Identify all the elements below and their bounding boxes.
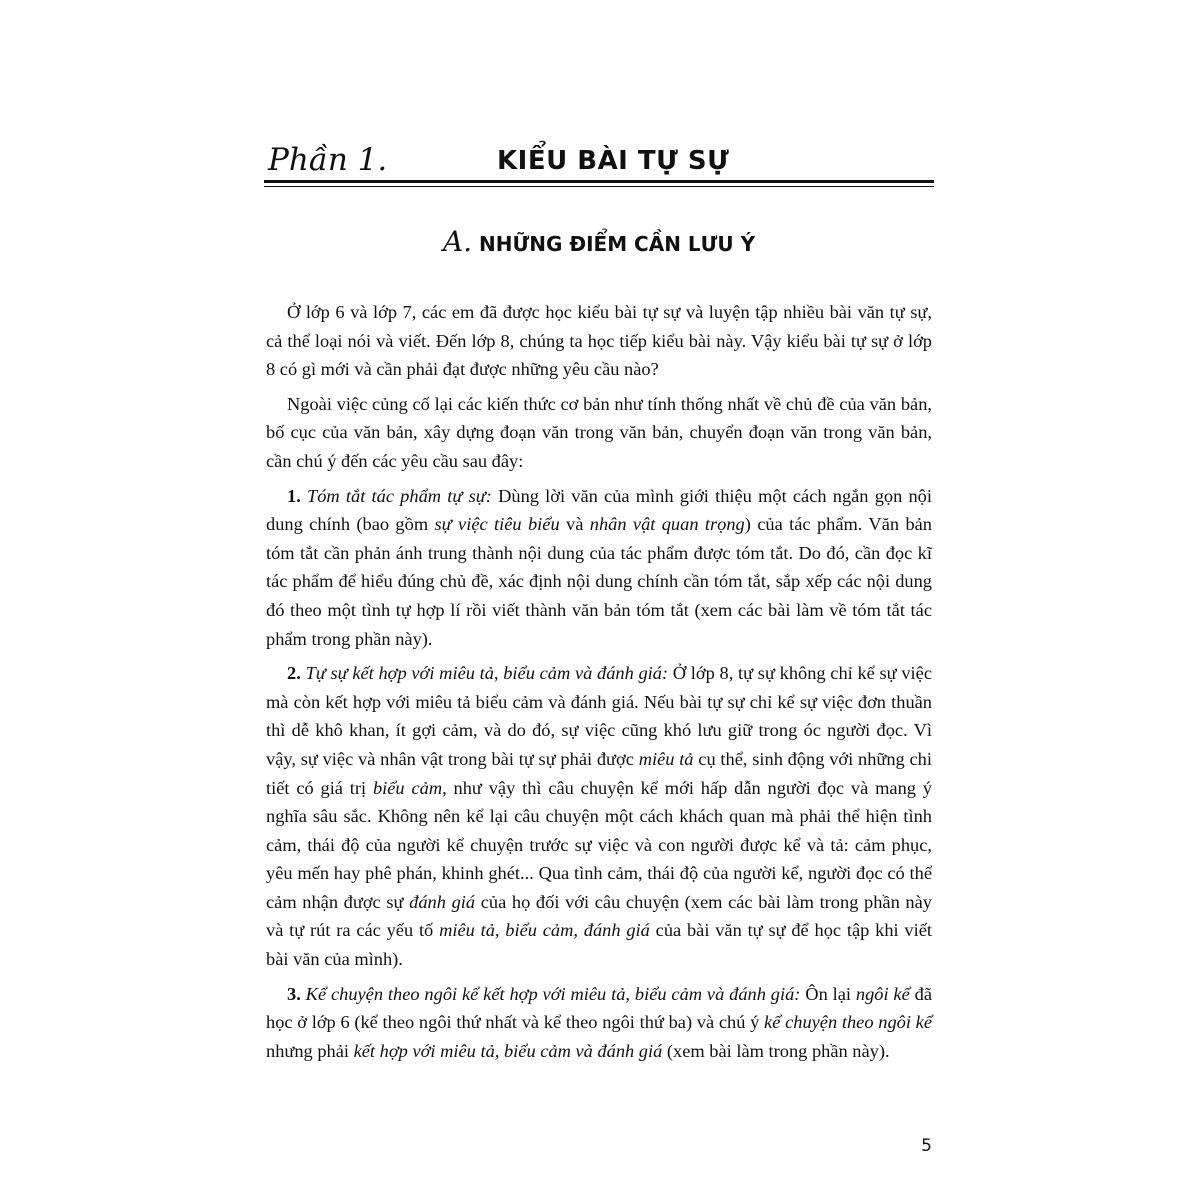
item-text: (xem bài làm trong phần này). <box>662 1040 890 1061</box>
item-text: Ôn lại <box>800 983 856 1004</box>
item-title: Tóm tắt tác phẩm tự sự: <box>307 485 492 506</box>
paragraph-requirements: Ngoài việc củng cố lại các kiến thức cơ bản như tính thống nhất về chủ đề của văn bản, bố cục của văn bản, xây dựng đoạn văn trong văn bản, chuyển đoạn văn trong văn bản, cần chú ý đến các yêu cầu sau đây: <box>266 393 932 471</box>
item-title: Kể chuyện theo ngôi kể kết hợp với miêu tả, biểu cảm và đánh giá: <box>305 983 801 1004</box>
item-emphasis: sự việc tiêu biểu <box>434 514 560 535</box>
item-emphasis: miêu tả <box>638 748 694 769</box>
item-emphasis: đánh giá <box>409 891 476 912</box>
list-item-narrative-combined <box>266 659 932 974</box>
header-rule-thin <box>264 186 934 187</box>
section-title: NHỮNG ĐIỂM CẦN LƯU Ý <box>479 232 756 256</box>
item-text: Dùng lời văn của mình giới thiệu một cách ngắn gọn nội dung chính (bao gồm <box>266 485 932 535</box>
item-emphasis: kể chuyện theo ngôi kể <box>764 1012 932 1033</box>
item-text: như vậy thì câu chuyện kể mới hấp dẫn người đọc và mang ý nghĩa sâu sắc. Không nên kể lại câu chuyện một cách khách quan mà phải thể hiện tình cảm, thái độ của người kể chuyện trước sự việc và con người được kể và tả: cảm phục, yêu mến hay phê phán, khinh ghét... Qua tình cảm, thái độ của người kể, người đọc có thể cảm nhận được sự <box>266 777 932 912</box>
body-text <box>266 298 932 1071</box>
item-emphasis: ngôi kể <box>855 983 910 1004</box>
item-emphasis: kết hợp với miêu tả, biểu cảm và đánh giá <box>353 1040 663 1061</box>
item-text: của bài văn tự sự để học tập khi viết bài văn của mình). <box>266 920 932 970</box>
item-text: của họ đối với câu chuyện (xem các bài làm trong phần này và tự rút ra các yếu tố <box>266 891 932 941</box>
paragraph-intro: Ở lớp 6 và lớp 7, các em đã được học kiểu bài tự sự và luyện tập nhiều bài văn tự sự, cả thể loại nói và viết. Đến lớp 8, chúng ta học tiếp kiểu bài này. Vậy kiểu bài tự sự ở lớp 8 có gì mới và cần phải đạt được những yêu cầu nào? <box>266 302 932 380</box>
item-emphasis: miêu tả, biểu cảm, đánh giá <box>439 920 650 941</box>
page-number: 5 <box>921 1136 932 1156</box>
item-number: 3. <box>287 983 301 1004</box>
item-title: Tự sự kết hợp với miêu tả, biểu cảm và đánh giá: <box>305 663 669 684</box>
part-header <box>264 140 934 184</box>
item-text: ) của tác phẩm. Văn bản tóm tắt cần phản ánh trung thành nội dung của tác phẩm được tóm tắt. Do đó, cần đọc kĩ tác phẩm để hiểu đúng chủ đề, xác định nội dung chính cần tóm tắt, sắp xếp các nội dung đó theo một tình tự hợp lí rồi viết thành văn bản tóm tắt (xem các bài làm về tóm tắt tác phẩm trong phần này). <box>266 514 932 649</box>
item-number: 1. <box>287 485 301 506</box>
list-item-summary <box>266 482 932 654</box>
part-title: KIỂU BÀI TỰ SỰ <box>497 146 730 176</box>
part-label: Phần 1. <box>268 142 388 178</box>
item-emphasis: biểu cảm, <box>372 777 447 798</box>
section-letter: A. <box>442 225 473 258</box>
item-text: và <box>559 514 590 535</box>
item-text: đã học ở lớp 6 (kể theo ngôi thứ nhất và kể theo ngôi thứ ba) và chú ý <box>266 983 932 1033</box>
section-heading <box>264 226 934 260</box>
item-text: Ở lớp 8, tự sự không chỉ kể sự việc mà còn kết hợp với miêu tả biểu cảm và đánh giá. Nếu bài tự sự chỉ kể sự việc đơn thuần thì dễ khô khan, ít gợi cảm, và do đó, sự việc cũng khó lưu giữ trong óc người đọc. Vì vậy, sự việc và nhân vật trong bài tự sự phải được <box>266 663 932 769</box>
item-text: cụ thể, sinh động với những chi tiết có giá trị <box>266 748 932 798</box>
item-number: 2. <box>287 663 301 684</box>
list-item-point-of-view <box>266 980 932 1066</box>
item-text: nhưng phải <box>266 1040 354 1061</box>
header-rule-thick <box>264 180 934 183</box>
item-emphasis: nhân vật quan trọng <box>589 514 745 535</box>
